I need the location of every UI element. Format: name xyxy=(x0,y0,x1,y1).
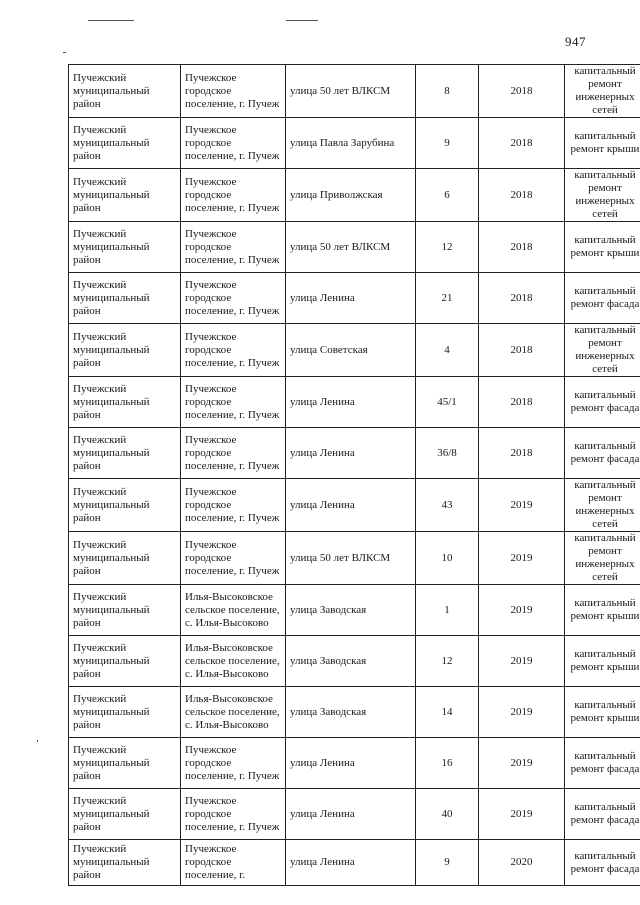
street-cell xyxy=(286,585,416,636)
year-cell-text: 2018 xyxy=(510,291,533,304)
house-number-cell xyxy=(416,789,479,840)
table-row xyxy=(69,428,640,479)
house-number-cell xyxy=(416,222,479,273)
street-cell xyxy=(286,840,416,886)
year-cell-text: 2019 xyxy=(510,705,533,718)
work-type-cell xyxy=(565,222,640,273)
district-cell-text: Пучежский муниципальный район xyxy=(73,123,150,162)
district-cell xyxy=(69,585,181,636)
house-number-cell xyxy=(416,687,479,738)
year-cell-text: 2018 xyxy=(510,136,533,149)
year-cell-text: 2018 xyxy=(510,240,533,253)
district-cell-text: Пучежский муниципальный район xyxy=(73,175,150,214)
scan-mark-top-right xyxy=(286,20,318,21)
work-type-cell-text: капитальный ремонт крыши xyxy=(570,234,640,259)
street-cell-text: улица Заводская xyxy=(290,654,367,667)
repair-schedule-table xyxy=(68,64,640,886)
year-cell-text: 2019 xyxy=(510,551,533,564)
house-number-cell xyxy=(416,65,479,118)
work-type-cell-text: капитальный ремонт фасада xyxy=(570,849,640,875)
district-cell-text: Пучежский муниципальный район xyxy=(73,843,150,881)
table-row xyxy=(69,687,640,738)
district-cell xyxy=(69,65,181,118)
year-cell xyxy=(479,532,565,585)
settlement-cell-text: Пучежское городское поселение, г. Пучеж xyxy=(185,743,280,782)
house-number-cell-text: 16 xyxy=(441,756,453,769)
house-number-cell xyxy=(416,532,479,585)
work-type-cell xyxy=(565,169,640,222)
district-cell-text: Пучежский муниципальный район xyxy=(73,794,150,833)
scan-mark-left xyxy=(63,52,66,53)
street-cell-text: улица Ленина xyxy=(290,756,355,769)
year-cell-text: 2018 xyxy=(510,188,533,201)
work-type-cell-text: капитальный ремонт инженерных сетей xyxy=(574,479,636,530)
table-row xyxy=(69,585,640,636)
street-cell xyxy=(286,532,416,585)
street-cell-text: улица Ленина xyxy=(290,498,355,511)
work-type-cell-text: капитальный ремонт крыши xyxy=(570,597,640,622)
house-number-cell-text: 6 xyxy=(444,188,450,201)
street-cell-text: улица Заводская xyxy=(290,705,367,718)
house-number-cell-text: 1 xyxy=(444,603,450,616)
district-cell xyxy=(69,840,181,886)
settlement-cell-text: Пучежское городское поселение, г. xyxy=(185,843,246,881)
settlement-cell-text: Пучежское городское поселение, г. Пучеж xyxy=(185,485,280,524)
street-cell xyxy=(286,687,416,738)
house-number-cell-text: 12 xyxy=(441,240,453,253)
district-cell-text: Пучежский муниципальный район xyxy=(73,590,150,629)
street-cell-text: улица Павла Зарубина xyxy=(290,136,395,149)
street-cell xyxy=(286,789,416,840)
street-cell-text: улица Заводская xyxy=(290,603,367,616)
street-cell xyxy=(286,118,416,169)
settlement-cell xyxy=(181,789,286,840)
settlement-cell-text: Пучежское городское поселение, г. Пучеж xyxy=(185,123,280,162)
table-row xyxy=(69,324,640,377)
work-type-cell-text: капитальный ремонт фасада xyxy=(570,389,640,414)
year-cell xyxy=(479,585,565,636)
page-number: 947 xyxy=(565,34,586,49)
district-cell xyxy=(69,428,181,479)
work-type-cell-text: капитальный ремонт инженерных сетей xyxy=(574,65,636,116)
year-cell-text: 2018 xyxy=(510,84,533,97)
work-type-cell-text: капитальный ремонт крыши xyxy=(570,130,640,155)
district-cell xyxy=(69,118,181,169)
work-type-cell-text: капитальный ремонт фасада xyxy=(570,285,640,310)
settlement-cell xyxy=(181,479,286,532)
work-type-cell xyxy=(565,687,640,738)
work-type-cell xyxy=(565,479,640,532)
settlement-cell-text: Пучежское городское поселение, г. Пучеж xyxy=(185,71,280,110)
house-number-cell-text: 40 xyxy=(441,807,453,820)
district-cell xyxy=(69,687,181,738)
street-cell xyxy=(286,222,416,273)
settlement-cell xyxy=(181,532,286,585)
work-type-cell xyxy=(565,118,640,169)
year-cell xyxy=(479,687,565,738)
house-number-cell xyxy=(416,840,479,886)
year-cell xyxy=(479,636,565,687)
house-number-cell xyxy=(416,585,479,636)
street-cell xyxy=(286,636,416,687)
district-cell-text: Пучежский муниципальный район xyxy=(73,538,150,577)
year-cell xyxy=(479,273,565,324)
house-number-cell-text: 4 xyxy=(444,343,450,356)
work-type-cell xyxy=(565,377,640,428)
house-number-cell-text: 8 xyxy=(444,84,450,97)
street-cell xyxy=(286,738,416,789)
street-cell xyxy=(286,324,416,377)
table-row xyxy=(69,636,640,687)
settlement-cell xyxy=(181,840,286,886)
year-cell-text: 2018 xyxy=(510,446,533,459)
street-cell xyxy=(286,377,416,428)
work-type-cell xyxy=(565,65,640,118)
district-cell-text: Пучежский муниципальный район xyxy=(73,743,150,782)
work-type-cell xyxy=(565,585,640,636)
table-row xyxy=(69,840,640,886)
table-row xyxy=(69,169,640,222)
street-cell xyxy=(286,428,416,479)
table-row xyxy=(69,377,640,428)
work-type-cell-text: капитальный ремонт инженерных сетей xyxy=(574,324,636,375)
street-cell-text: улица 50 лет ВЛКСМ xyxy=(290,551,391,564)
settlement-cell-text: Илья-Высоковское сельское поселение, с. Илья-Высоково xyxy=(185,590,280,629)
year-cell xyxy=(479,738,565,789)
street-cell-text: улица Ленина xyxy=(290,446,355,459)
work-type-cell-text: капитальный ремонт фасада xyxy=(570,750,640,775)
house-number-cell-text: 14 xyxy=(441,705,453,718)
house-number-cell xyxy=(416,738,479,789)
house-number-cell-text: 36/8 xyxy=(437,446,457,459)
district-cell xyxy=(69,789,181,840)
year-cell xyxy=(479,840,565,886)
street-cell xyxy=(286,169,416,222)
district-cell-text: Пучежский муниципальный район xyxy=(73,433,150,472)
district-cell-text: Пучежский муниципальный район xyxy=(73,330,150,369)
settlement-cell xyxy=(181,222,286,273)
year-cell xyxy=(479,65,565,118)
settlement-cell-text: Илья-Высоковское сельское поселение, с. Илья-Высоково xyxy=(185,641,280,680)
district-cell xyxy=(69,169,181,222)
house-number-cell xyxy=(416,636,479,687)
house-number-cell-text: 10 xyxy=(441,551,453,564)
street-cell-text: улица Приволжская xyxy=(290,188,383,201)
house-number-cell-text: 9 xyxy=(444,856,450,868)
work-type-cell-text: капитальный ремонт крыши xyxy=(570,648,640,673)
work-type-cell-text: капитальный ремонт фасада xyxy=(570,801,640,826)
settlement-cell xyxy=(181,636,286,687)
settlement-cell-text: Пучежское городское поселение, г. Пучеж xyxy=(185,330,280,369)
settlement-cell xyxy=(181,585,286,636)
work-type-cell xyxy=(565,789,640,840)
year-cell-text: 2018 xyxy=(510,343,533,356)
street-cell-text: улица 50 лет ВЛКСМ xyxy=(290,84,391,97)
year-cell xyxy=(479,118,565,169)
year-cell xyxy=(479,377,565,428)
work-type-cell-text: капитальный ремонт крыши xyxy=(570,699,640,724)
settlement-cell xyxy=(181,377,286,428)
work-type-cell xyxy=(565,532,640,585)
table-row xyxy=(69,222,640,273)
house-number-cell xyxy=(416,324,479,377)
house-number-cell-text: 21 xyxy=(441,291,453,304)
table-row xyxy=(69,65,640,118)
settlement-cell-text: Пучежское городское поселение, г. Пучеж xyxy=(185,433,280,472)
house-number-cell xyxy=(416,428,479,479)
settlement-cell-text: Пучежское городское поселение, г. Пучеж xyxy=(185,175,280,214)
house-number-cell xyxy=(416,118,479,169)
house-number-cell-text: 9 xyxy=(444,136,450,149)
district-cell xyxy=(69,532,181,585)
work-type-cell xyxy=(565,273,640,324)
house-number-cell xyxy=(416,377,479,428)
street-cell xyxy=(286,479,416,532)
settlement-cell xyxy=(181,738,286,789)
district-cell xyxy=(69,479,181,532)
street-cell-text: улица Советская xyxy=(290,343,368,356)
scan-mark-top xyxy=(88,20,134,21)
year-cell-text: 2019 xyxy=(510,654,533,667)
settlement-cell xyxy=(181,118,286,169)
settlement-cell xyxy=(181,324,286,377)
year-cell-text: 2020 xyxy=(510,856,533,868)
table-row xyxy=(69,532,640,585)
district-cell-text: Пучежский муниципальный район xyxy=(73,278,150,317)
table-row xyxy=(69,118,640,169)
district-cell xyxy=(69,222,181,273)
work-type-cell-text: капитальный ремонт инженерных сетей xyxy=(574,532,636,583)
year-cell-text: 2018 xyxy=(510,395,533,408)
year-cell-text: 2019 xyxy=(510,807,533,820)
settlement-cell-text: Пучежское городское поселение, г. Пучеж xyxy=(185,538,280,577)
year-cell-text: 2019 xyxy=(510,498,533,511)
settlement-cell-text: Пучежское городское поселение, г. Пучеж xyxy=(185,227,280,266)
street-cell-text: улица Ленина xyxy=(290,395,355,408)
street-cell-text: улица 50 лет ВЛКСМ xyxy=(290,240,391,253)
district-cell xyxy=(69,636,181,687)
street-cell-text: улица Ленина xyxy=(290,856,355,868)
scan-mark-margin xyxy=(37,740,38,742)
settlement-cell xyxy=(181,169,286,222)
work-type-cell-text: капитальный ремонт инженерных сетей xyxy=(574,169,636,220)
year-cell-text: 2019 xyxy=(510,756,533,769)
year-cell xyxy=(479,428,565,479)
settlement-cell-text: Илья-Высоковское сельское поселение, с. Илья-Высоково xyxy=(185,692,280,731)
house-number-cell-text: 43 xyxy=(441,498,453,511)
district-cell-text: Пучежский муниципальный район xyxy=(73,382,150,421)
district-cell-text: Пучежский муниципальный район xyxy=(73,485,150,524)
settlement-cell-text: Пучежское городское поселение, г. Пучеж xyxy=(185,382,280,421)
district-cell-text: Пучежский муниципальный район xyxy=(73,641,150,680)
district-cell xyxy=(69,273,181,324)
table-row xyxy=(69,789,640,840)
year-cell xyxy=(479,169,565,222)
district-cell xyxy=(69,738,181,789)
settlement-cell xyxy=(181,687,286,738)
work-type-cell xyxy=(565,738,640,789)
settlement-cell-text: Пучежское городское поселение, г. Пучеж xyxy=(185,794,280,833)
district-cell xyxy=(69,324,181,377)
work-type-cell-text: капитальный ремонт фасада xyxy=(570,440,640,465)
table-body xyxy=(69,65,640,886)
house-number-cell xyxy=(416,273,479,324)
table-row xyxy=(69,273,640,324)
table-row xyxy=(69,479,640,532)
work-type-cell xyxy=(565,636,640,687)
street-cell-text: улица Ленина xyxy=(290,807,355,820)
settlement-cell xyxy=(181,428,286,479)
district-cell-text: Пучежский муниципальный район xyxy=(73,71,150,110)
house-number-cell xyxy=(416,169,479,222)
year-cell xyxy=(479,789,565,840)
district-cell-text: Пучежский муниципальный район xyxy=(73,227,150,266)
district-cell-text: Пучежский муниципальный район xyxy=(73,692,150,731)
street-cell xyxy=(286,65,416,118)
house-number-cell-text: 12 xyxy=(441,654,453,667)
street-cell xyxy=(286,273,416,324)
year-cell xyxy=(479,479,565,532)
settlement-cell-text: Пучежское городское поселение, г. Пучеж xyxy=(185,278,280,317)
street-cell-text: улица Ленина xyxy=(290,291,355,304)
table-row xyxy=(69,738,640,789)
settlement-cell xyxy=(181,65,286,118)
year-cell xyxy=(479,222,565,273)
work-type-cell xyxy=(565,428,640,479)
year-cell-text: 2019 xyxy=(510,603,533,616)
district-cell xyxy=(69,377,181,428)
house-number-cell xyxy=(416,479,479,532)
year-cell xyxy=(479,324,565,377)
work-type-cell xyxy=(565,324,640,377)
settlement-cell xyxy=(181,273,286,324)
house-number-cell-text: 45/1 xyxy=(437,395,457,408)
work-type-cell xyxy=(565,840,640,886)
